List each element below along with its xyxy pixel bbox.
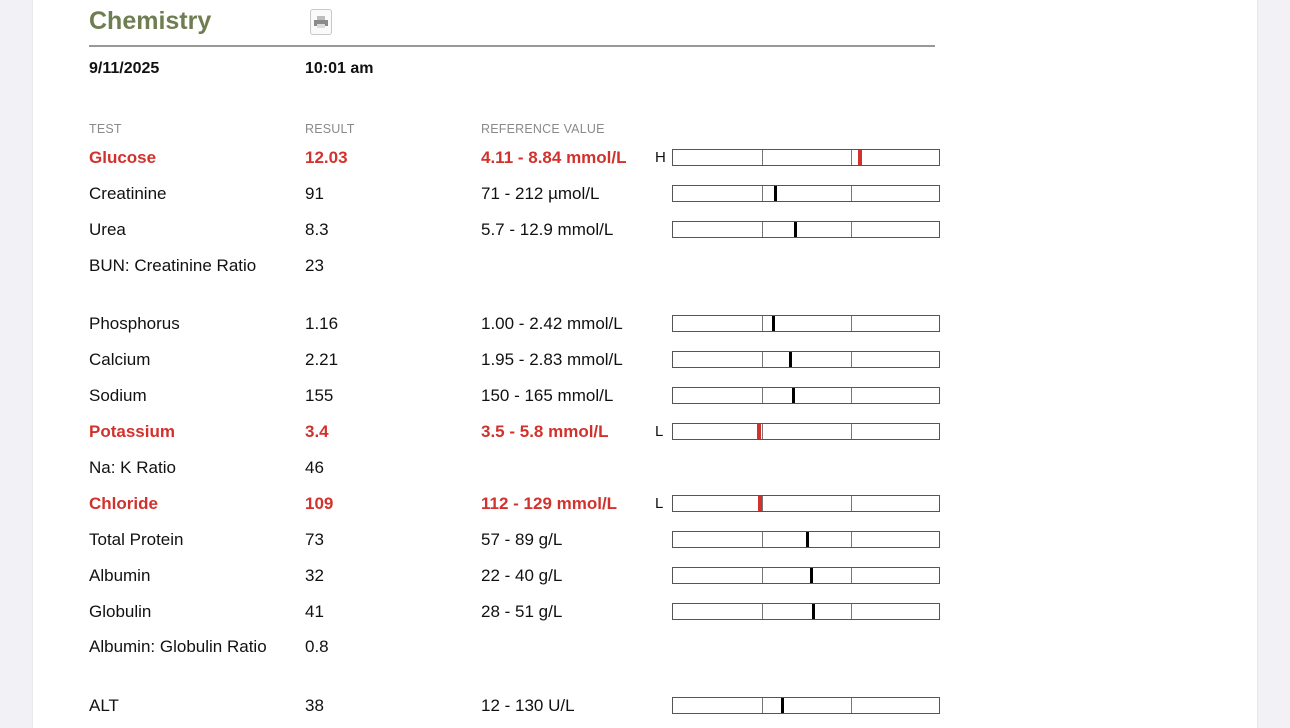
range-bar-divider: [851, 352, 852, 367]
table-row: [33, 313, 1257, 343]
range-bar-divider: [762, 532, 763, 547]
range-bar-divider: [762, 352, 763, 367]
abnormal-flag: L: [655, 495, 664, 512]
test-result: 41: [305, 602, 324, 621]
test-name: Calcium: [89, 350, 151, 369]
range-bar-divider: [851, 568, 852, 583]
test-result: 23: [305, 256, 324, 275]
test-result: 3.4: [305, 422, 329, 441]
abnormal-flag: H: [655, 149, 666, 166]
range-bar-divider: [851, 186, 852, 201]
range-bar-divider: [851, 316, 852, 331]
range-bar: [672, 495, 940, 512]
result-marker: [758, 496, 762, 511]
range-bar-divider: [851, 496, 852, 511]
result-marker: [774, 186, 777, 201]
range-bar-divider: [762, 388, 763, 403]
result-marker: [858, 150, 862, 165]
result-marker: [781, 698, 784, 713]
test-result: 109: [305, 494, 334, 513]
print-icon: [314, 16, 328, 28]
table-row: [33, 457, 1257, 487]
range-bar: [672, 567, 940, 584]
reference-range: 22 - 40 g/L: [481, 566, 563, 585]
table-row: [33, 255, 1257, 285]
result-marker: [812, 604, 815, 619]
test-name: Sodium: [89, 386, 147, 405]
table-row: [33, 421, 1257, 451]
test-name: Potassium: [89, 422, 175, 441]
test-name: Total Protein: [89, 530, 184, 549]
range-bar-divider: [851, 388, 852, 403]
table-row: [33, 183, 1257, 213]
range-bar-divider: [851, 150, 852, 165]
range-bar-divider: [851, 698, 852, 713]
table-row: [33, 493, 1257, 523]
test-result: 155: [305, 386, 334, 405]
test-name: Globulin: [89, 602, 152, 621]
reference-range: 71 - 212 µmol/L: [481, 184, 600, 203]
column-header-test: TEST: [89, 122, 122, 136]
abnormal-flag: L: [655, 423, 664, 440]
range-bar-divider: [762, 424, 763, 439]
range-bar: [672, 315, 940, 332]
result-marker: [772, 316, 775, 331]
range-bar-divider: [762, 222, 763, 237]
test-name: Creatinine: [89, 184, 167, 203]
test-result: 73: [305, 530, 324, 549]
test-result: 0.8: [305, 637, 329, 656]
report-date: 9/11/2025: [89, 60, 160, 77]
range-bar: [672, 221, 940, 238]
reference-range: 4.11 - 8.84 mmol/L: [481, 148, 627, 167]
reference-range: 150 - 165 mmol/L: [481, 386, 614, 405]
column-header-reference: REFERENCE VALUE: [481, 122, 605, 136]
reference-range: 3.5 - 5.8 mmol/L: [481, 422, 609, 441]
table-row: [33, 219, 1257, 249]
range-bar-divider: [762, 604, 763, 619]
print-button[interactable]: [310, 9, 332, 35]
test-result: 2.21: [305, 350, 339, 369]
result-marker: [789, 352, 792, 367]
reference-range: 12 - 130 U/L: [481, 696, 575, 715]
range-bar: [672, 531, 940, 548]
range-bar: [672, 603, 940, 620]
range-bar: [672, 185, 940, 202]
reference-range: 112 - 129 mmol/L: [481, 494, 618, 513]
result-marker: [792, 388, 795, 403]
range-bar-divider: [762, 568, 763, 583]
test-name: Albumin: [89, 566, 151, 585]
reference-range: 28 - 51 g/L: [481, 602, 563, 621]
reference-range: 1.00 - 2.42 mmol/L: [481, 314, 623, 333]
reference-range: 5.7 - 12.9 mmol/L: [481, 220, 614, 239]
range-bar-divider: [851, 604, 852, 619]
test-name: ALT: [89, 696, 119, 715]
table-row: [33, 349, 1257, 379]
range-bar-divider: [762, 186, 763, 201]
range-bar-divider: [851, 222, 852, 237]
range-bar: [672, 351, 940, 368]
test-name: Phosphorus: [89, 314, 180, 333]
range-bar: [672, 387, 940, 404]
result-marker: [794, 222, 797, 237]
test-result: 38: [305, 696, 324, 715]
test-name: Chloride: [89, 494, 158, 513]
test-result: 91: [305, 184, 324, 203]
range-bar-divider: [762, 316, 763, 331]
table-row: [33, 529, 1257, 559]
result-marker: [757, 424, 761, 439]
range-bar: [672, 423, 940, 440]
test-name: Albumin: Globulin Ratio: [89, 637, 267, 656]
range-bar-divider: [762, 698, 763, 713]
test-name: BUN: Creatinine Ratio: [89, 256, 257, 275]
test-result: 12.03: [305, 148, 348, 167]
test-result: 8.3: [305, 220, 329, 239]
reference-range: 57 - 89 g/L: [481, 530, 563, 549]
test-result: 32: [305, 566, 324, 585]
table-row: [33, 636, 1257, 666]
report-time: 10:01 am: [305, 60, 374, 77]
section-title: Chemistry: [89, 7, 212, 35]
range-bar-divider: [762, 150, 763, 165]
column-header-result: RESULT: [305, 122, 355, 136]
test-name: Glucose: [89, 148, 157, 167]
result-marker: [810, 568, 813, 583]
table-row: [33, 565, 1257, 595]
table-row: [33, 385, 1257, 415]
report-page: [33, 0, 1257, 728]
result-marker: [806, 532, 809, 547]
range-bar: [672, 697, 940, 714]
range-bar: [672, 149, 940, 166]
table-row: [33, 695, 1257, 725]
test-name: Urea: [89, 220, 126, 239]
test-result: 1.16: [305, 314, 339, 333]
reference-range: 1.95 - 2.83 mmol/L: [481, 350, 623, 369]
title-divider: [89, 45, 935, 47]
range-bar-divider: [851, 424, 852, 439]
range-bar-divider: [851, 532, 852, 547]
table-row: [33, 147, 1257, 177]
test-result: 46: [305, 458, 324, 477]
table-row: [33, 601, 1257, 631]
test-name: Na: K Ratio: [89, 458, 176, 477]
